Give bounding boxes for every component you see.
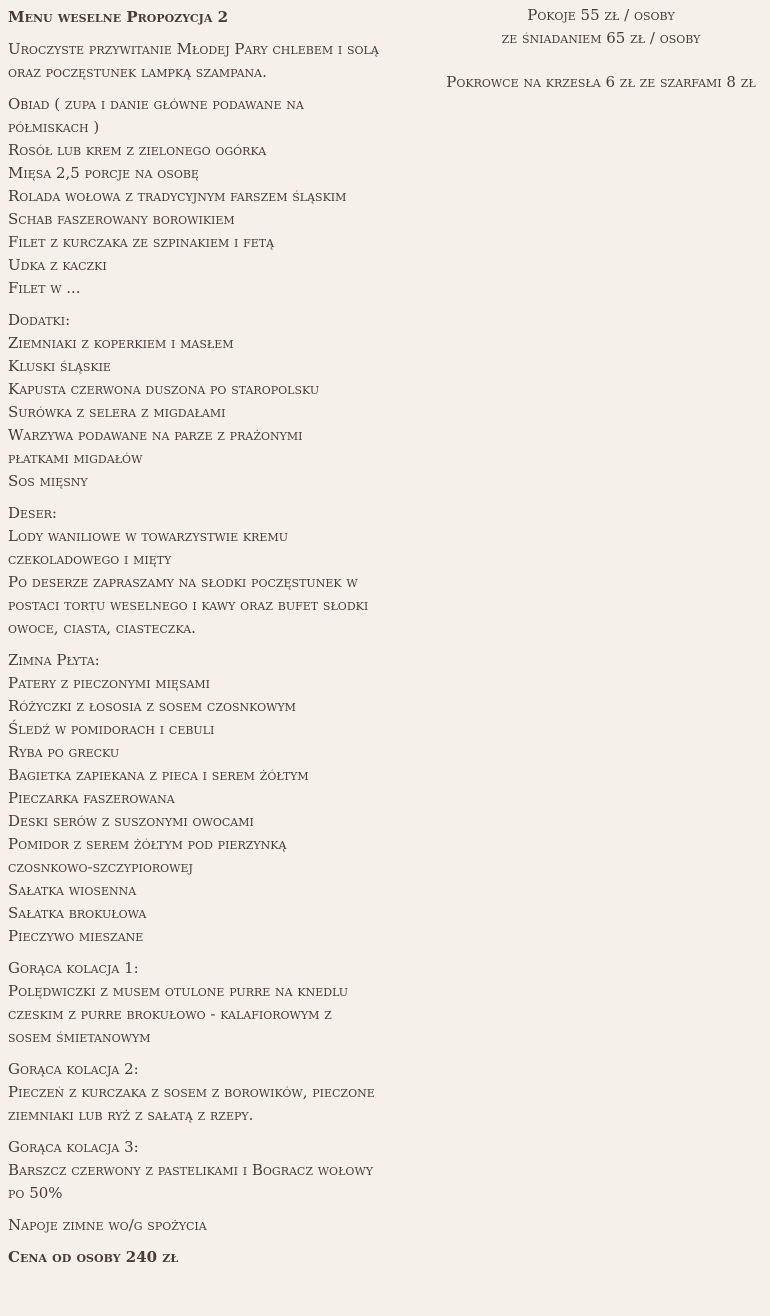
price-section bbox=[8, 1246, 398, 1269]
rooms-price-breakfast: ze śniadaniem 65 zł / osoby bbox=[501, 29, 701, 47]
menu-title: Menu weselne Propozycja 2 bbox=[8, 8, 229, 26]
chair-covers-price: Pokrowce na krzesła 6 zł ze szarfami 8 zł bbox=[446, 73, 756, 91]
cold-buffet-item: czosnkowo-szczypiorowej bbox=[8, 858, 193, 876]
cold-buffet-item: Patery z pieczonymi mięsami bbox=[8, 674, 211, 692]
dinner-item: Schab faszerowany borowikiem bbox=[8, 210, 235, 228]
cold-buffet-item: Deski serów z suszonymi owocami bbox=[8, 812, 254, 830]
sides-section bbox=[8, 309, 398, 493]
hot-supper-1-item: Polędwiczki z musem otulone purre na knedlu bbox=[8, 982, 349, 1000]
hot-supper-3-heading: Gorąca kolacja 3: bbox=[8, 1138, 139, 1156]
sides-heading: Dodatki: bbox=[8, 311, 71, 329]
cold-buffet-item: Śledź w pomidorach i cebuli bbox=[8, 720, 215, 738]
dinner-section bbox=[8, 93, 398, 300]
cold-buffet-item: Sałatka wiosenna bbox=[8, 881, 137, 899]
welcome-section bbox=[8, 38, 398, 84]
cold-buffet-heading: Zimna Płyta: bbox=[8, 651, 100, 669]
hot-supper-2-item: Pieczeń z kurczaka z sosem z borowików, pieczone bbox=[8, 1083, 375, 1101]
drinks-text: Napoje zimne wo/g spożycia bbox=[8, 1216, 207, 1234]
rooms-price: Pokoje 55 zł / osoby bbox=[527, 6, 675, 24]
price-per-person: Cena od osoby 240 zł bbox=[8, 1248, 179, 1266]
hot-supper-3-section bbox=[8, 1136, 398, 1205]
hot-supper-1-heading: Gorąca kolacja 1: bbox=[8, 959, 139, 977]
cold-buffet-item: Pomidor z serem żółtym pod pierzynką bbox=[8, 835, 287, 853]
hot-supper-1-item: sosem śmietanowym bbox=[8, 1028, 151, 1046]
sides-item: płatkami migdałów bbox=[8, 449, 143, 467]
welcome-line: Uroczyste przywitanie Młodej Pary chlebem i solą bbox=[8, 40, 379, 58]
dinner-item: Mięsa 2,5 porcje na osobę bbox=[8, 164, 199, 182]
sides-item: Surówka z selera z migdałami bbox=[8, 403, 226, 421]
menu-title-block bbox=[8, 6, 398, 29]
sides-item: Sos mięsny bbox=[8, 472, 88, 490]
cold-buffet-item: Ryba po grecku bbox=[8, 743, 120, 761]
cold-buffet-item: Bagietka zapiekana z pieca i serem żółtym bbox=[8, 766, 309, 784]
dessert-item: postaci tortu weselnego i kawy oraz bufet słodki bbox=[8, 596, 369, 614]
cold-buffet-item: Pieczarka faszerowana bbox=[8, 789, 175, 807]
dessert-item: Po deserze zapraszamy na słodki poczęstunek w bbox=[8, 573, 358, 591]
dinner-item: Rosół lub krem z zielonego ogórka bbox=[8, 141, 267, 159]
drinks-section bbox=[8, 1214, 398, 1237]
sides-item: Warzywa podawane na parze z prażonymi bbox=[8, 426, 303, 444]
hot-supper-3-item: Barszcz czerwony z pastelikami i Bogracz wołowy bbox=[8, 1161, 374, 1179]
sides-item: Kluski śląskie bbox=[8, 357, 111, 375]
dinner-heading: Obiad ( zupa i danie główne podawane na bbox=[8, 95, 304, 113]
hot-supper-2-item: ziemniaki lub ryż z sałatą z rzepy. bbox=[8, 1106, 254, 1124]
dinner-heading: półmiskach ) bbox=[8, 118, 100, 136]
dinner-item: Filet w ... bbox=[8, 279, 81, 297]
hot-supper-2-heading: Gorąca kolacja 2: bbox=[8, 1060, 139, 1078]
dessert-item: czekoladowego i mięty bbox=[8, 550, 172, 568]
dinner-item: Rolada wołowa z tradycyjnym farszem śląskim bbox=[8, 187, 347, 205]
cold-buffet-item: Sałatka brokułowa bbox=[8, 904, 147, 922]
menu-column bbox=[8, 6, 398, 1278]
cold-buffet-item: Pieczywo mieszane bbox=[8, 927, 144, 945]
dessert-item: Lody waniliowe w towarzystwie kremu bbox=[8, 527, 288, 545]
dessert-section bbox=[8, 502, 398, 640]
hot-supper-3-item: po 50% bbox=[8, 1184, 63, 1202]
rooms-section bbox=[432, 4, 770, 50]
sides-item: Kapusta czerwona duszona po staropolsku bbox=[8, 380, 320, 398]
hot-supper-1-item: czeskim z purre brokułowo - kalafiorowym z bbox=[8, 1005, 332, 1023]
chair-covers-section bbox=[432, 71, 770, 94]
dinner-item: Udka z kaczki bbox=[8, 256, 107, 274]
hot-supper-1-section bbox=[8, 957, 398, 1049]
welcome-line: oraz poczęstunek lampką szampana. bbox=[8, 63, 267, 81]
cold-buffet-item: Różyczki z łososia z sosem czosnkowym bbox=[8, 697, 296, 715]
dessert-heading: Deser: bbox=[8, 504, 57, 522]
cold-buffet-section bbox=[8, 649, 398, 948]
extras-column bbox=[432, 4, 770, 115]
dessert-item: owoce, ciasta, ciasteczka. bbox=[8, 619, 196, 637]
hot-supper-2-section bbox=[8, 1058, 398, 1127]
sides-item: Ziemniaki z koperkiem i masłem bbox=[8, 334, 234, 352]
dinner-item: Filet z kurczaka ze szpinakiem i fetą bbox=[8, 233, 275, 251]
